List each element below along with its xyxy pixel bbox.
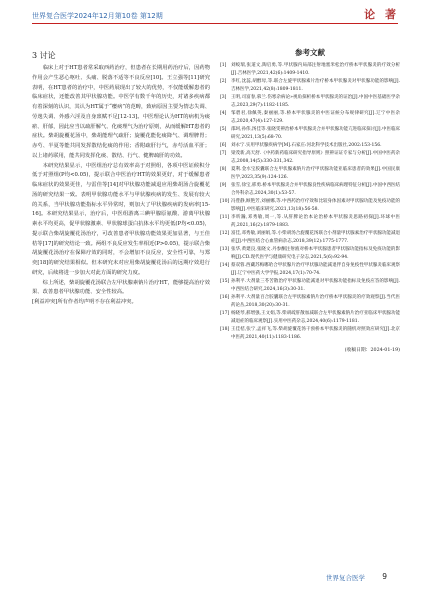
reference-item — [220, 294, 400, 309]
reference-number: [14] — [220, 263, 230, 269]
reference-list — [220, 62, 400, 342]
reference-number: [18] — [220, 327, 230, 333]
reference-text: 蔡双蓉.西藏苏梅哪哈合甲状腺片治疗甲状腺功能减退伴自身免疫性甲状腺炎临床观察[J].辽宁中医药大学学报,2024,17(1):70-74. — [231, 263, 400, 276]
reference-item — [220, 94, 400, 109]
reference-item — [220, 62, 400, 77]
reference-item — [220, 230, 400, 245]
reference-number: [9] — [220, 183, 227, 189]
reference-item — [220, 310, 400, 325]
reference-item — [220, 166, 400, 181]
reference-item — [220, 262, 400, 277]
reference-text: 孙利平.大剂量百合胶囊联合左甲状腺素钠片治疗桥本甲状腺炎的疗效观察[J].当代医药论丛,2018,30(20):30-31. — [231, 295, 400, 308]
reference-number: [13] — [220, 247, 230, 253]
reference-text: 李昕瀚,邓秀敏,周一,等.从肝脾论治本论治桥本甲状腺炎思路初探[J].环球中医药,2021,16(2):1879-1883. — [231, 215, 400, 228]
page-number: 9 — [382, 572, 387, 581]
discussion-column — [32, 46, 210, 308]
reference-item — [220, 150, 400, 165]
reference-text: 孙利平.大剂量三苓苦散治疗甲状腺功能减退对甲状腺功能指标及免疫应答的影响[J].中西医结合研究,2024,16(3):30-31. — [231, 279, 400, 292]
reference-item — [220, 78, 400, 93]
reference-text: 邹碧君,徐佩英,秦丽丽,等.桥本甲状腺炎的中医证候分布规律研究[J].辽宁中医杂志,2020,47(4):127-129. — [231, 111, 400, 124]
reference-text: 邵珂,孙伟,汤佳等.张晓雯辨治桥本甲状腺炎合并甲状腺功能亢进临床探讨[J].中医临床研究,2021,13(5):68-70. — [231, 127, 400, 140]
reference-number: [3] — [220, 95, 227, 100]
references-column — [220, 46, 400, 353]
reference-text: 王佳桔,张宁,孟祥飞,等.柴胡旋覆花汤干预桥本甲状腺炎的随机对照效应研究[J].北京中医药,2021,40(11):1183-1186. — [231, 327, 400, 340]
page-footer — [0, 570, 427, 590]
reference-number: [2] — [220, 79, 227, 84]
reference-text: 冯豊静,顾艳芳,刘丽娜,等.中西药治疗疗效和比较身体因素对甲状腺功能及免疫功能的影响[J].中医临床研究,2021,13(18):56-58. — [231, 199, 400, 212]
discussion-paragraph-1: 临床上对于HT患者常采取西药治疗，但患者在长期用药治疗后，因药物作用会产生恶心呕吐、头痛、脱落不适等不良反应[10]。王立强等[11]研究表明，在HT患者的治疗中，中医药展现出了较大的优势，不仅能缓解患者的临床症状，还能改善其甲状腺功能。中医学有数千年的历史，对诸多疾病都有着深刻的认识，其认为HT属于“瘿病”的范畴，致病原因主要为情志失调、劳逸失调、外感六淫及自身禀赋不足[12-13]。中医理论认为HT的病机为痰瘀、肝郁，因此应当以疏肝解气、化痰理气为治疗原则，从而缓解HT患者的症状。柴胡旋覆花汤中，柴胡能理气疏肝；旋覆花能化痰降气、调理脾胃；赤芍、半夏等能共同发挥散结化痰的作用；香附疏肝行气，赤芍活血平肝；以上诸药联用，能共同发挥化痰、散结、行气、健脾疏肝的功效。 — [32, 65, 210, 159]
reference-number: [12] — [220, 231, 230, 237]
reference-text: 杨晓琴,郝增强,王文娟,等.柴胡疏肝散加减联合左甲状腺素钠片治疗亚临床甲状腺功能减退症的临床观察[J].实用中医药杂志,2024,40(6):1179-1181. — [231, 311, 400, 324]
reference-item — [220, 246, 400, 261]
reference-item — [220, 214, 400, 229]
references-heading: 参考文献 — [295, 48, 325, 57]
reference-number: [8] — [220, 167, 227, 173]
reference-text: 夏利.金水宝胶囊联合左甲状腺素钠片治疗甲状腺功能亚临床患者的效果[J].中国民康医学,2023,35(9):124-126. — [231, 167, 400, 180]
section-label: 论 著 — [364, 8, 399, 21]
reference-item — [220, 182, 400, 197]
footer-journal-name: 世界复合医学 — [326, 574, 365, 582]
reference-text: 富佳,邓秀敏,刘丽娟,等.小柴胡汤合旋覆花汤联合小剂量甲状腺素治疗甲状腺功能减退症[J].中西医结合心血管病杂志,2018,39(12):1775-1777. — [231, 231, 400, 244]
reference-text: 张华,黄建良,张晓文.丹参酮注射液对桥本甲状腺患者甲状腺功能指标及免疫功能的影响[J].CD.现代医学与健康研究电子杂志,2021,5(6):92-94. — [231, 247, 400, 260]
reference-number: [15] — [220, 279, 230, 285]
reference-number: [7] — [220, 151, 227, 157]
reference-number: [6] — [220, 143, 227, 148]
reference-text: 李红,沈蕊,胡醇母,等.联合左旋甲状腺素片治疗桥本甲状腺炎对甲状腺功能的影响[J].吉林医学,2021,42(8):1809-1811. — [231, 79, 400, 92]
reference-item — [220, 326, 400, 341]
reference-text: 张雪,徐宝,邢勇.桥本甲状腺炎合并甲状腺良性疾病临床病理特征分析[J].中国中西医结合外科杂志,2024,30(1):53-57. — [231, 183, 400, 196]
reference-number: [10] — [220, 199, 230, 205]
reference-item — [220, 278, 400, 293]
reference-text: 刘永宁.实用甲状腺疾病学[M].石家庄:河北科学技术出版社,2002:153-156. — [231, 143, 382, 148]
header-divider — [32, 23, 398, 24]
reference-number: [1] — [220, 63, 227, 68]
journal-issue-title: 世界复合医学2024年12月第10卷 第12期 — [32, 12, 163, 20]
reference-item — [220, 142, 400, 150]
discussion-paragraph-2: 本研究结果显示，中医组治疗总有效率高于对照组，各项中医证候积分低于对照组(P均<0.05)，提示联合中医治疗HT的效果更好，对于缓解患者临床症状的效果更佳，与雷佳等[14]对甲状腺功能减退应用柴胡汤合旋覆花汤的研究结果一致。表明甲状腺功能水平与甲状腺疾病的发生、发展有较大的关系，当甲状腺功能指标水平异常时，则加大了甲状腺疾病的发病率[15-16]。本研究结果显示，治疗后，中医组游离三碘甲腺原氨酸、游离甲状腺素水平均更高，促甲状腺激素、甲状腺球蛋白抗体水平均更低(P均<0.05)，提示联合柴胡旋覆花汤治疗，可改善患者甲状腺功能效果更加显著，与王佳桔等[17]的研究结论一致。两组不良反应发生率相近(P>0.05)，提示联合柴胡旋覆花汤治疗在保障疗效的同时，不会增加不良反应，安全性可靠，与郑奕[18]的研究结果相似。但本研究未对应用柴胡旋覆花汤后的远期疗效进行研究，后续将进一步加大对此方面的研究力度。 — [32, 162, 210, 276]
reference-number: [5] — [220, 127, 227, 132]
received-date: (收稿日期：2024-01-19) — [344, 347, 400, 353]
reference-item — [220, 110, 400, 125]
conflict-of-interest-note: [利益冲突]所有作者均声明不存在利益冲突。 — [32, 299, 137, 305]
discussion-heading: 3 讨论 — [32, 51, 56, 60]
reference-item — [220, 198, 400, 213]
reference-item — [220, 126, 400, 141]
reference-number: [11] — [220, 215, 230, 221]
reference-number: [17] — [220, 311, 230, 317]
page-header — [0, 0, 427, 36]
reference-text: 梁茂新,高天舒.《中药新药临床研究指导原则》照辨证证专家与分析[J].中国中医药杂志,2008,14(5):330-331,342. — [231, 151, 400, 164]
reference-text: 王明,司富春,慕兰.伤寒杂病论»视角探析桥本甲状腺炎的证治[J].中国中医基础医学杂志,2023,29(7):1182-1185. — [231, 95, 400, 108]
reference-text: 刘蛟瑞,张道文,陶启勇,等.甲状腺内局部注射地塞米松治疗桥本甲状腺炎的疗效分析[J].吉林医学,2021,42(6):1409-1410. — [231, 63, 400, 76]
reference-number: [4] — [220, 111, 227, 116]
discussion-paragraph-3: 综上所述，柴胡旋覆花汤联合左甲状腺素钠片治疗HT，能够提高治疗效果、改善患者甲状腺功能、安全性较高。 — [32, 279, 210, 296]
reference-number: [16] — [220, 295, 230, 301]
